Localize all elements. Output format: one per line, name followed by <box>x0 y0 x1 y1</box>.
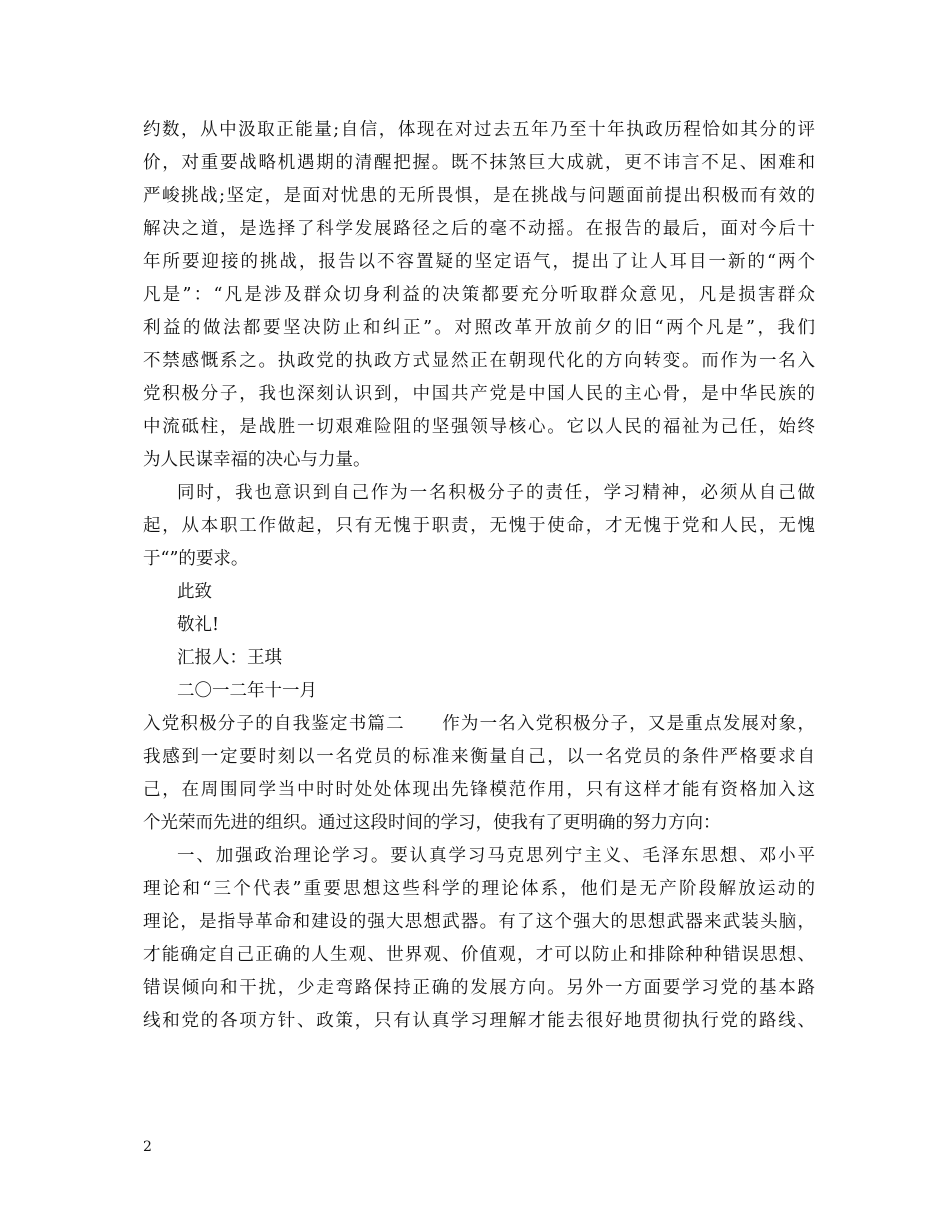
text-line: 起，从本职工作做起，只有无愧于职责，无愧于使命，才无愧于党和人民，无愧 <box>143 516 815 536</box>
text-line: 为人民谋幸福的决心与力量。 <box>143 450 371 470</box>
section-heading-line: 入党积极分子的自我鉴定书篇二 作为一名入党积极分子，又是重点发展对象， <box>143 714 815 734</box>
text-line: 利益的做法都要坚决防止和纠正”。对照改革开放前夕的旧“两个凡是”，我们 <box>143 318 815 338</box>
text-line: 个光荣而先进的组织。通过这段时间的学习，使我有了更明确的努力方向： <box>143 813 721 833</box>
text-line: 中流砥柱，是战胜一切艰难险阻的坚强领导核心。它以人民的福祉为己任，始终 <box>143 417 815 437</box>
text-line: 严峻挑战;坚定，是面对忧患的无所畏惧，是在挑战与问题面前提出积极而有效的 <box>143 186 815 206</box>
text-line: 我感到一定要时刻以一名党员的标准来衡量自己，以一名党员的条件严格要求自 <box>143 747 815 767</box>
paragraph-first-line: 同时，我也意识到自己作为一名积极分子的责任，学习精神，必须从自己做 <box>177 483 815 503</box>
text-line: 解决之道，是选择了科学发展路径之后的毫不动摇。在报告的最后，面对今后十 <box>143 219 815 239</box>
text-line: 凡是”：“凡是涉及群众切身利益的决策都要充分听取群众意见，凡是损害群众 <box>143 285 815 305</box>
text-line: 理论，是指导革命和建设的强大思想武器。有了这个强大的思想武器来武装头脑， <box>143 912 815 932</box>
text-line: 线和党的各项方针、政策，只有认真学习理解才能去很好地贯彻执行党的路线、 <box>143 1011 815 1031</box>
text-line: 理论和“三个代表”重要思想这些科学的理论体系，他们是无产阶段解放运动的 <box>143 879 815 899</box>
text-line: 才能确定自己正确的人生观、世界观、价值观，才可以防止和排除种种错误思想、 <box>143 945 815 965</box>
text-line: 年所要迎接的挑战，报告以不容置疑的坚定语气，提出了让人耳目一新的“两个 <box>143 252 815 272</box>
text-line: 约数，从中汲取正能量;自信，体现在对过去五年乃至十年执政历程恰如其分的评 <box>143 120 815 140</box>
closing-regards: 敬礼! <box>177 615 220 635</box>
closing-salutation: 此致 <box>177 582 212 602</box>
text-line: 于“”的要求。 <box>143 549 249 569</box>
text-line: 价，对重要战略机遇期的清醒把握。既不抹煞巨大成就，更不讳言不足、困难和 <box>143 153 815 173</box>
text-line: 错误倾向和干扰，少走弯路保持正确的发展方向。另外一方面要学习党的基本路 <box>143 978 815 998</box>
report-date: 二〇一二年十一月 <box>177 681 317 701</box>
reporter-signature: 汇报人：王琪 <box>177 648 282 668</box>
text-line: 己，在周围同学当中时时处处体现出先锋模范作用，只有这样才能有资格加入这 <box>143 780 815 800</box>
text-line: 不禁感慨系之。执政党的执政方式显然正在朝现代化的方向转变。而作为一名入 <box>143 351 815 371</box>
text-line: 党积极分子，我也深刻认识到，中国共产党是中国人民的主心骨，是中华民族的 <box>143 384 815 404</box>
paragraph-first-line: 一、加强政治理论学习。要认真学习马克思列宁主义、毛泽东思想、邓小平 <box>177 846 815 866</box>
page-number: 2 <box>143 1139 152 1155</box>
